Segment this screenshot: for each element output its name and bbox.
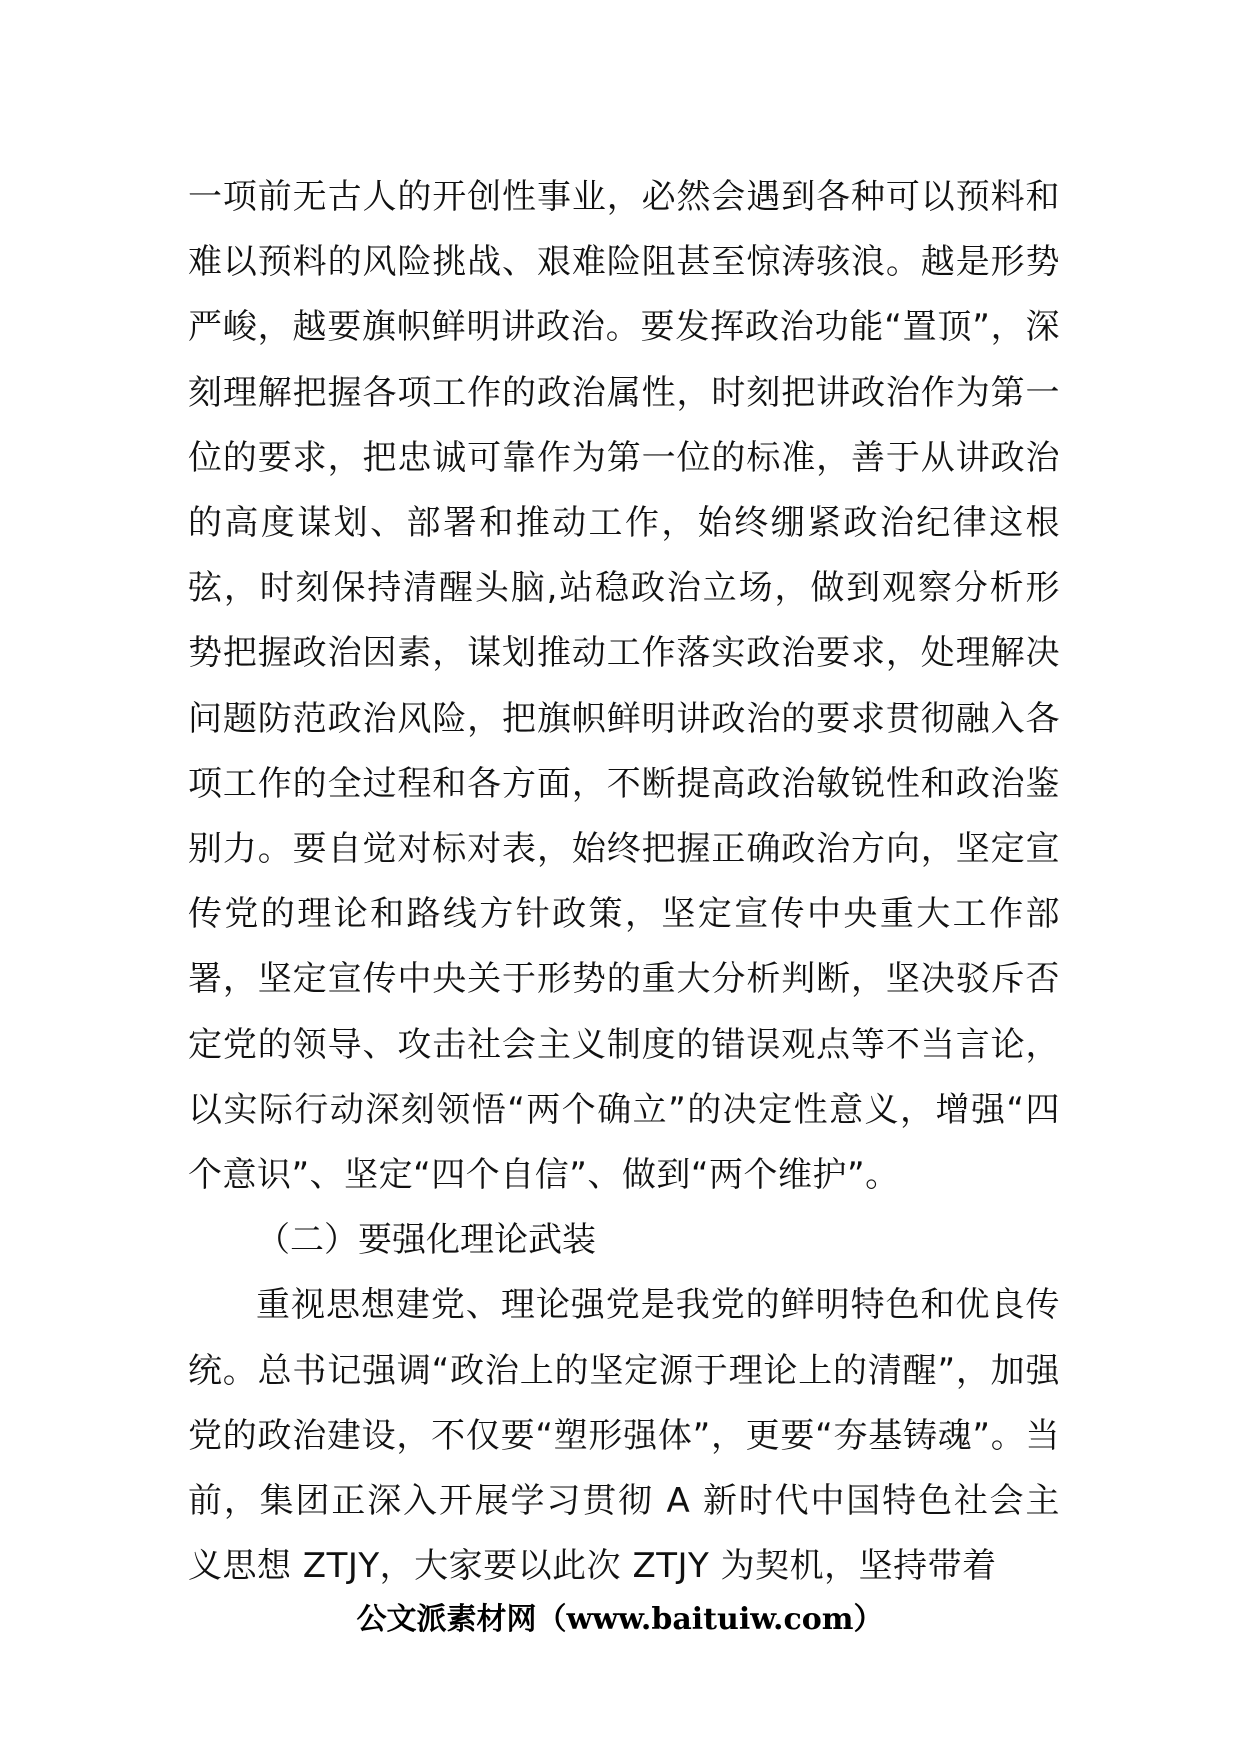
footer-watermark-text: 公文派素材网（www.baituiw.com） xyxy=(356,1602,884,1637)
body-paragraph-political-stance: 一项前无古人的开创性事业，必然会遇到各种可以预料和难以预料的风险挑战、艰难险阻甚至惊涛骇浪。越是形势严峻，越要旗帜鲜明讲政治。要发挥政治功能“置顶”，深刻理解把握各项工作的政治属性，时刻把讲政治作为第一位的要求，把忠诚可靠作为第一位的标准，善于从讲政治的高度谋划、部署和推动工作，始终绷紧政治纪律这根弦，时刻保持清醒头脑,站稳政治立场，做到观察分析形势把握政治因素，谋划推动工作落实政治要求，处理解决问题防范政治风险，把旗帜鲜明讲政治的要求贯彻融入各项工作的全过程和各方面，不断提高政治敏锐性和政治鉴别力。要自觉对标对表，始终把握正确政治方向，坚定宣传党的理论和路线方针政策，坚定宣传中央重大工作部署，坚定宣传中央关于形势的重大分析判断，坚决驳斥否定党的领导、攻击社会主义制度的错误观点等不当言论，以实际行动深刻领悟“两个确立”的决定性意义，增强“四个意识”、坚定“四个自信”、做到“两个维护”。 xyxy=(188,177,1060,1196)
body-paragraph-theory: 重视思想建党、理论强党是我党的鲜明特色和优良传统。总书记强调“政治上的坚定源于理论上的清醒”，加强党的政治建设，不仅要“塑形强体”，更要“夯基铸魂”。当前，集团正深入开展学习贯彻 A 新时代中国特色社会主义思想 ZTJY，大家要以此次 ZTJY 为契机，坚持带着 xyxy=(188,1285,1060,1587)
document-body xyxy=(188,165,1060,1599)
section-heading-theory: （二）要强化理论武装 xyxy=(256,1220,596,1261)
